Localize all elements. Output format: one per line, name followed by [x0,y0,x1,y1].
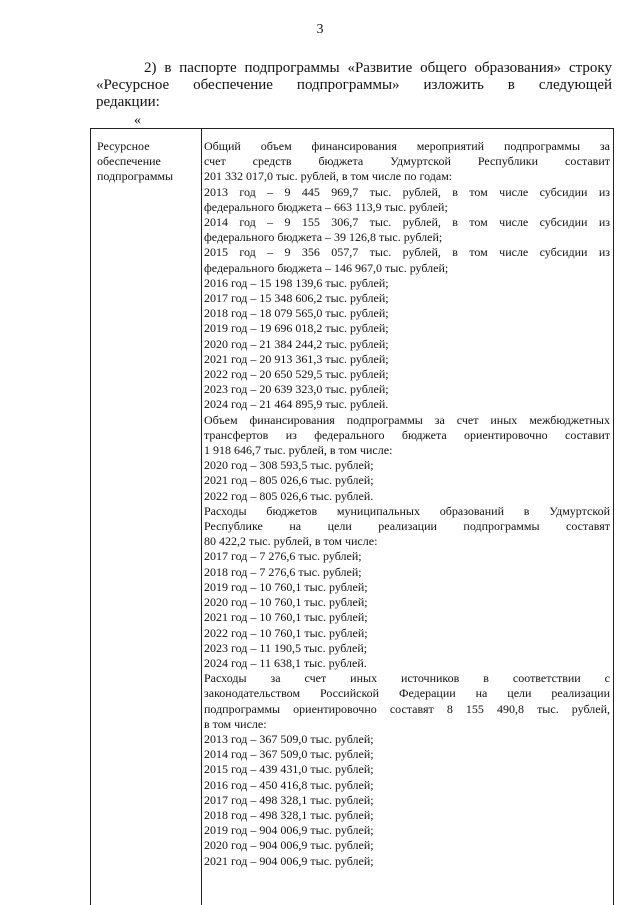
content-line: счет средств бюджета Удмуртской Республики составит [204,154,610,169]
content-line: законодательством Российской Федерации на цели реализации [204,686,610,701]
content-line: 2018 год – 18 079 565,0 тыс. рублей; [204,306,389,321]
opening-quote: « [134,113,141,128]
content-line: 2015 год – 439 431,0 тыс. рублей; [204,762,374,777]
content-line: 2014 год – 9 155 306,7 тыс. рублей, в том числе субсидии из [204,215,610,230]
row-content-cell [204,139,610,869]
content-line: Расходы бюджетов муниципальных образований в Удмуртской [204,503,610,518]
content-line: федерального бюджета – 663 113,9 тыс. рублей; [204,199,448,214]
content-line: 2020 год – 10 760,1 тыс. рублей; [204,595,368,610]
content-line: 2014 год – 367 509,0 тыс. рублей; [204,747,374,762]
content-line: 2018 год – 498 328,1 тыс. рублей; [204,807,374,822]
content-line: Общий объем финансирования мероприятий подпрограммы за [204,139,610,153]
content-line: 2020 год – 308 593,5 тыс. рублей; [204,458,374,473]
content-line: подпрограммы ориентировочно составят 8 155 490,8 тыс. рублей, [204,701,610,716]
intro-paragraph [96,60,612,111]
content-line: 2017 год – 7 276,6 тыс. рублей; [204,549,362,564]
content-line: федерального бюджета – 39 126,8 тыс. рублей; [204,230,443,245]
content-line: 2017 год – 498 328,1 тыс. рублей; [204,792,374,807]
content-line: Расходы за счет иных источников в соответствии с [204,671,610,686]
intro-line: редакции: [96,94,160,110]
content-line: 2013 год – 9 445 969,7 тыс. рублей, в том числе субсидии из [204,184,610,199]
content-line: 2018 год – 7 276,6 тыс. рублей; [204,564,362,579]
content-line: 2013 год – 367 509,0 тыс. рублей; [204,731,374,746]
column-divider [201,129,202,905]
content-line: 2023 год – 11 190,5 тыс. рублей; [204,640,368,655]
content-line: 2019 год – 19 696 018,2 тыс. рублей; [204,321,389,336]
content-line: трансфертов из федерального бюджета ориентировочно составит [204,427,610,442]
content-line: Республике на цели реализации подпрограммы составят [204,519,610,534]
content-line: 2022 год – 20 650 529,5 тыс. рублей; [204,367,389,382]
content-line: 2024 год – 21 464 895,9 тыс. рублей. [204,397,389,412]
content-line: 2022 год – 10 760,1 тыс. рублей; [204,625,368,640]
content-line: 2021 год – 10 760,1 тыс. рублей; [204,610,368,625]
content-line: 2016 год – 15 198 139,6 тыс. рублей; [204,275,389,290]
passport-table [90,128,614,905]
row-label-line: подпрограммы [97,169,174,183]
row-label-cell [97,139,197,184]
content-line: 1 918 646,7 тыс. рублей, в том числе: [204,443,393,458]
row-label-line: Ресурсное [97,139,150,153]
content-line: 2024 год – 11 638,1 тыс. рублей. [204,655,367,670]
intro-line: 2) в паспорте подпрограммы «Развитие общего образования» строку [144,60,612,76]
content-line: 2020 год – 904 006,9 тыс. рублей; [204,838,374,853]
content-line: 80 422,2 тыс. рублей, в том числе: [204,534,378,549]
content-line: 201 332 017,0 тыс. рублей, в том числе по годам: [204,169,453,184]
content-line: 2021 год – 805 026,6 тыс. рублей; [204,473,374,488]
content-line: 2017 год – 15 348 606,2 тыс. рублей; [204,291,389,306]
content-line: федерального бюджета – 146 967,0 тыс. рублей; [204,260,449,275]
row-label-line: обеспечение [97,154,161,168]
content-line: в том числе: [204,716,267,731]
content-line: 2022 год – 805 026,6 тыс. рублей. [204,488,374,503]
content-line: 2019 год – 10 760,1 тыс. рублей; [204,579,368,594]
content-line: 2021 год – 20 913 361,3 тыс. рублей; [204,351,389,366]
content-line: 2019 год – 904 006,9 тыс. рублей; [204,823,374,838]
content-line: Объем финансирования подпрограммы за счет иных межбюджетных [204,412,610,427]
intro-line: «Ресурсное обеспечение подпрограммы» изложить в следующей [96,77,612,93]
page-number: 3 [316,22,324,37]
content-line: 2020 год – 21 384 244,2 тыс. рублей; [204,336,389,351]
content-line: 2015 год – 9 356 057,7 тыс. рублей, в том числе субсидии из [204,245,610,260]
content-line: 2021 год – 904 006,9 тыс. рублей; [204,853,374,868]
content-line: 2016 год – 450 416,8 тыс. рублей; [204,777,374,792]
content-line: 2023 год – 20 639 323,0 тыс. рублей; [204,382,389,397]
